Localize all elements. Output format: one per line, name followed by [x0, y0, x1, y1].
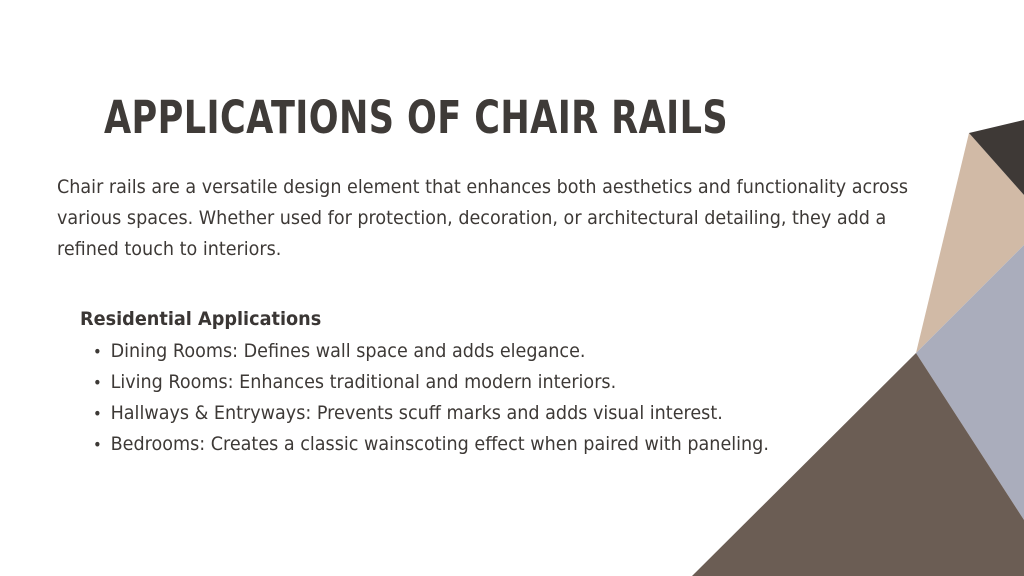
bullet-text: Bedrooms: Creates a classic wainscoting effect when paired with paneling.	[110, 433, 769, 455]
bullet-item	[93, 398, 782, 429]
bullet-text: Dining Rooms: Defines wall space and adds elegance.	[110, 340, 586, 362]
bullet-dot: •	[93, 404, 102, 423]
bullet-dot: •	[93, 342, 102, 361]
bullet-list	[93, 336, 782, 460]
intro-paragraph: Chair rails are a versatile design element that enhances both aesthetics and functionality across various spaces. Whether used for protection, decoration, or architectural detailing, they add a refined touch to interiors.	[57, 176, 909, 260]
section-heading: Residential Applications	[80, 308, 322, 330]
slide-title: APPLICATIONS OF CHAIR RAILS	[104, 91, 729, 144]
bullet-item	[93, 367, 782, 398]
bullet-item	[93, 336, 782, 367]
bullet-text: Hallways & Entryways: Prevents scuff marks and adds visual interest.	[110, 402, 723, 424]
bullet-text: Living Rooms: Enhances traditional and modern interiors.	[110, 371, 617, 393]
bullet-item	[93, 429, 782, 460]
bullet-dot: •	[93, 373, 102, 392]
bullet-dot: •	[93, 435, 102, 454]
